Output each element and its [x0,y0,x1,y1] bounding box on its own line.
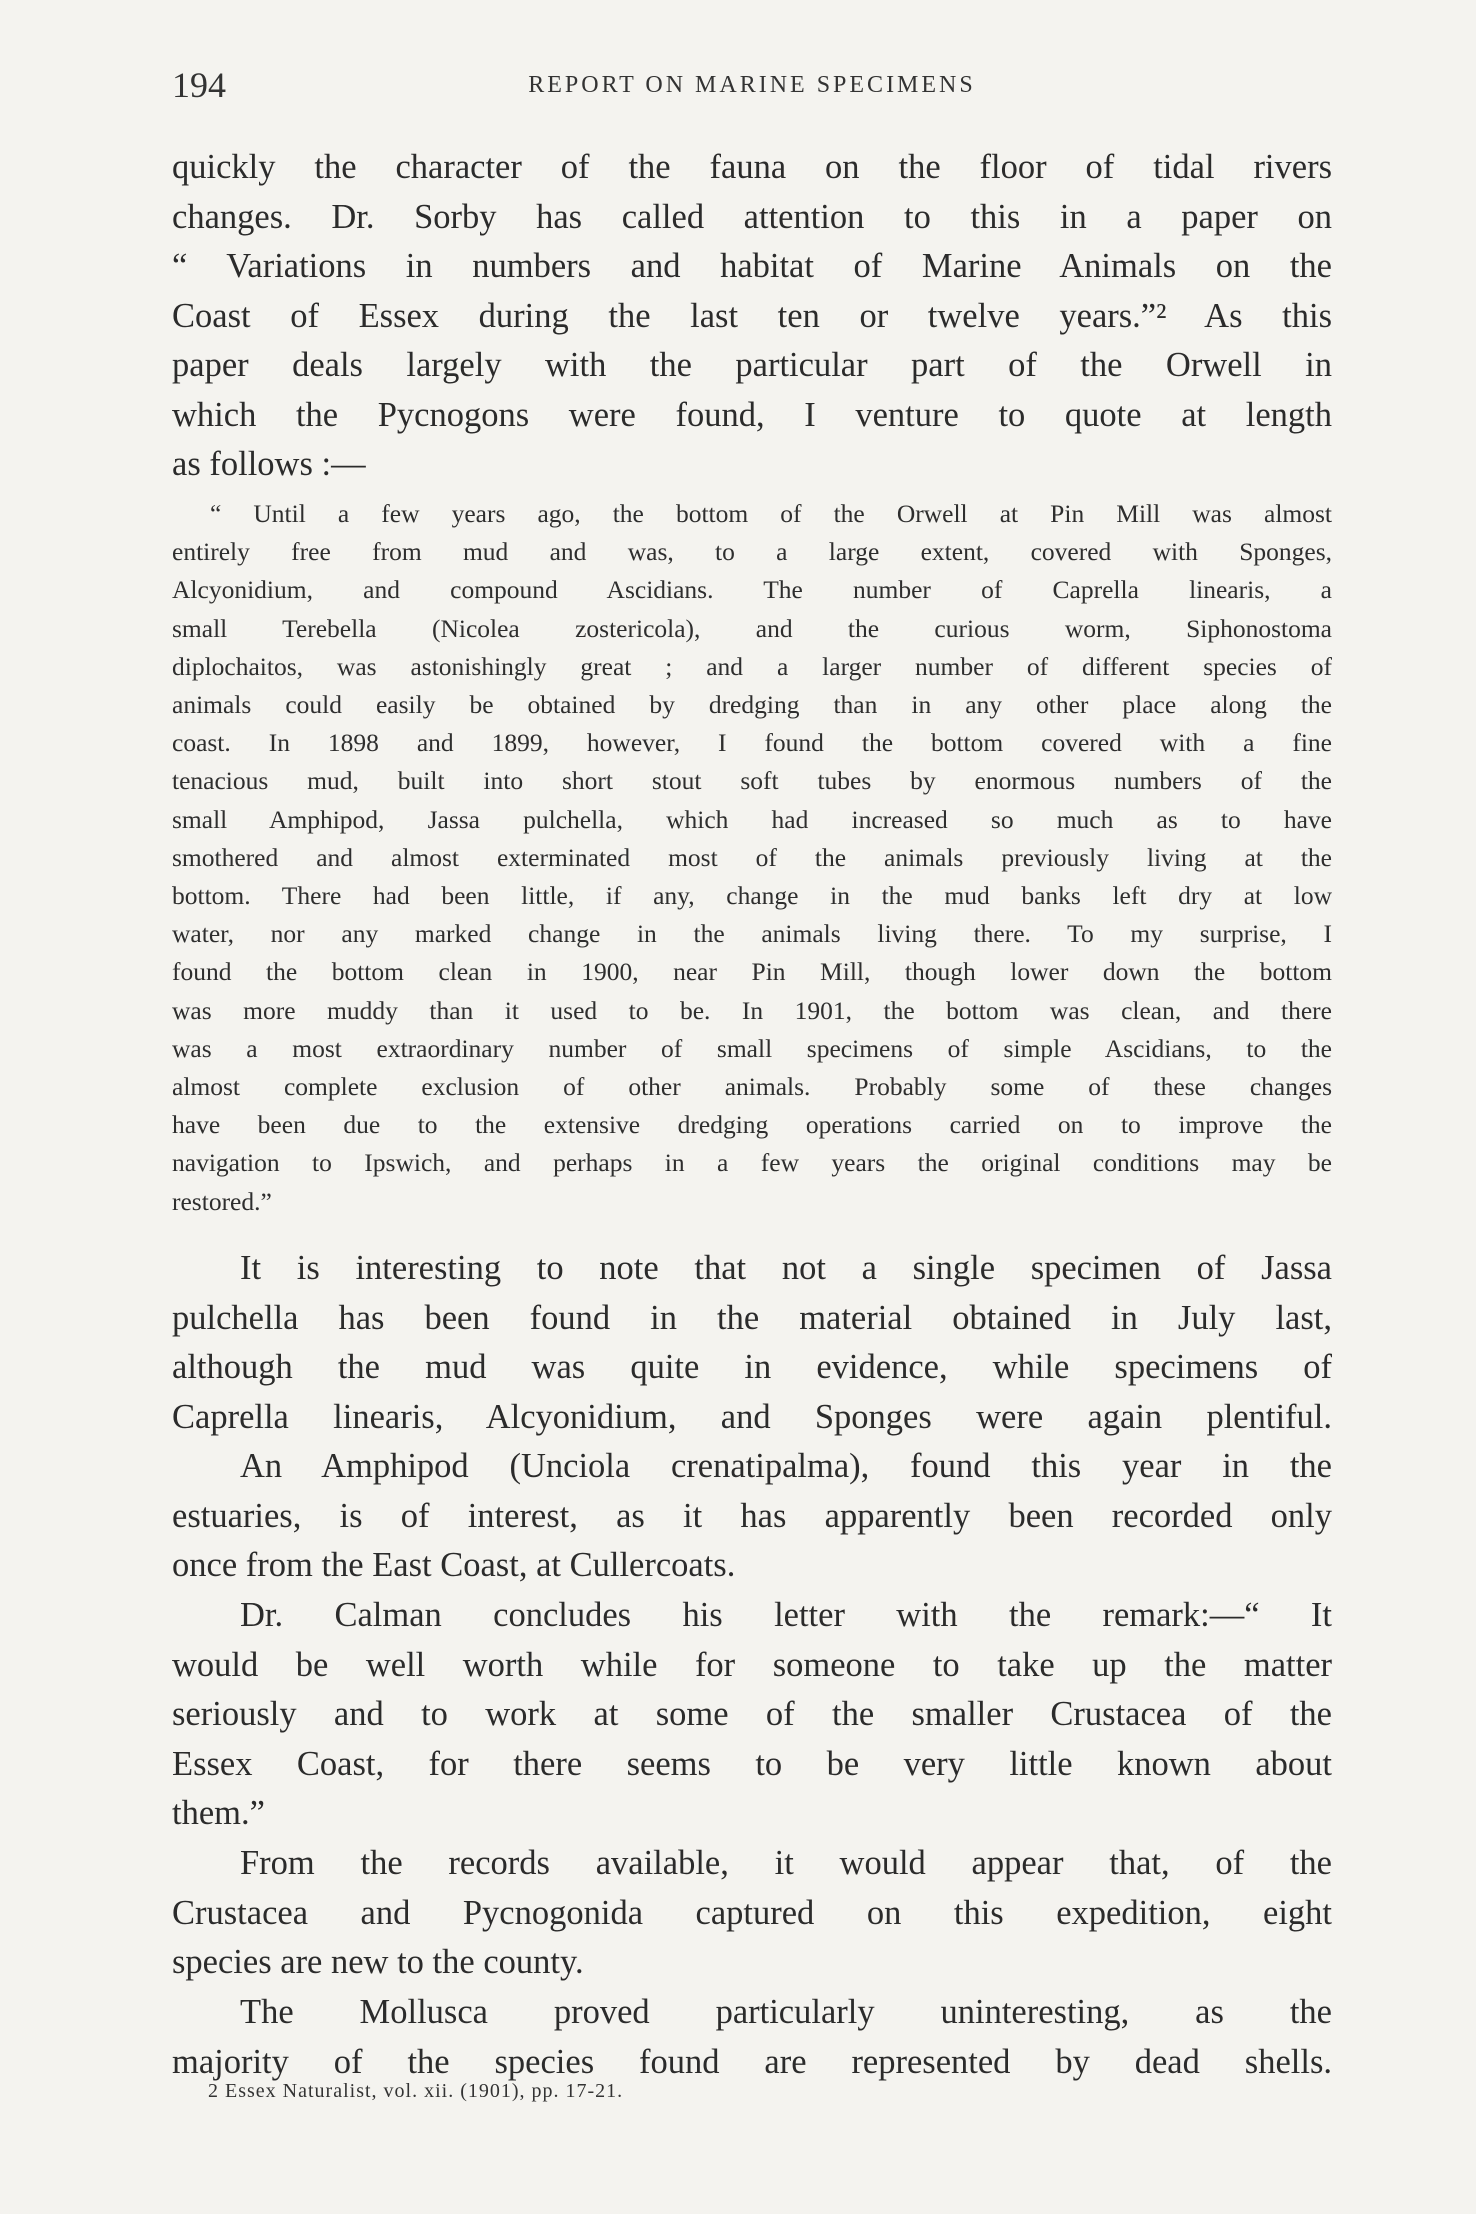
text-line: The Mollusca proved particularly uninteresting, as the [240,1993,1332,2031]
text-line: majority of the species found are represented by dead shells. [172,2042,1332,2081]
paragraph-4 [172,1591,1332,1839]
text-line: paper deals largely with the particular part of the Orwell in [172,346,1332,384]
running-head [172,64,1332,114]
text-line: changes. Dr. Sorby has called attention to this in a paper on [172,197,1332,236]
paragraph-5 [172,1839,1332,1988]
quote-line: coast. In 1898 and 1899, however, I found the bottom covered with a fine [172,728,1332,758]
text-line: Dr. Calman concludes his letter with the remark:—“ It [240,1596,1332,1634]
text-line: An Amphipod (Unciola crenatipalma), found this year in the [240,1447,1332,1485]
text-line: although the mud was quite in evidence, while specimens of [172,1348,1332,1386]
text-line: “ Variations in numbers and habitat of Marine Animals on the [172,247,1332,285]
quote-line: bottom. There had been little, if any, change in the mud banks left dry at low [172,881,1332,911]
paragraph-2 [172,1244,1332,1442]
text-line: Essex Coast, for there seems to be very little known about [172,1744,1332,1783]
quote-line: small Amphipod, Jassa pulchella, which had increased so much as to have [172,804,1332,834]
text-line: From the records available, it would appear that, of the [240,1844,1332,1882]
text-line: species are new to the county. [172,1943,584,1981]
quote-line: navigation to Ipswich, and perhaps in a few years the original conditions may be [172,1148,1332,1178]
text-line: once from the East Coast, at Cullercoats. [172,1546,736,1584]
quote-line: “ Until a few years ago, the bottom of the Orwell at Pin Mill was almost [210,499,1332,528]
text-line: which the Pycnogons were found, I venture to quote at length [172,395,1332,434]
text-line: them.” [172,1794,265,1832]
quote-line: was more muddy than it used to be. In 1901, the bottom was clean, and there [172,995,1332,1025]
quote-line: tenacious mud, built into short stout soft tubes by enormous numbers of the [172,766,1332,796]
text-line: pulchella has been found in the material obtained in July last, [172,1298,1332,1337]
text-line: It is interesting to note that not a single specimen of Jassa [240,1249,1332,1287]
quote-line: water, nor any marked change in the animals living there. To my surprise, I [172,919,1332,949]
quote-line: restored.” [172,1186,272,1216]
page-number: 194 [172,65,226,105]
quote-line: smothered and almost exterminated most of the animals previously living at the [172,842,1332,872]
quote-line: Alcyonidium, and compound Ascidians. The number of Caprella linearis, a [172,575,1332,605]
text-line: as follows :— [172,445,366,483]
text-line: Caprella linearis, Alcyonidium, and Sponges were again plentiful. [172,1397,1332,1436]
paragraph-3 [172,1442,1332,1591]
quote-line: have been due to the extensive dredging operations carried on to improve the [172,1110,1332,1140]
quote-line: diplochaitos, was astonishingly great ; and a larger number of different species of [172,651,1332,681]
footnote: 2 Essex Naturalist, vol. xii. (1901), pp. 17-21. [208,2080,624,2102]
text-line: seriously and to work at some of the smaller Crustacea of the [172,1695,1332,1733]
quote-line: found the bottom clean in 1900, near Pin Mill, though lower down the bottom [172,957,1332,987]
text-line: would be well worth while for someone to take up the matter [172,1645,1332,1684]
text-line: quickly the character of the fauna on the floor of tidal rivers [172,148,1332,186]
paragraph-6 [172,1988,1332,2087]
quote-line: small Terebella (Nicolea zostericola), and the curious worm, Siphonostoma [172,613,1332,643]
quote-line: was a most extraordinary number of small specimens of simple Ascidians, to the [172,1033,1332,1063]
text-line: Coast of Essex during the last ten or twelve years.”² As this [172,296,1332,335]
quote-line: animals could easily be obtained by dredging than in any other place along the [172,690,1332,720]
quote-line: almost complete exclusion of other animals. Probably some of these changes [172,1072,1332,1102]
text-line: estuaries, is of interest, as it has apparently been recorded only [172,1496,1332,1535]
paragraph-1 [172,143,1332,490]
block-quotation [172,495,1332,1221]
quote-line: entirely free from mud and was, to a large extent, covered with Sponges, [172,537,1332,567]
text-line: Crustacea and Pycnogonida captured on this expedition, eight [172,1893,1332,1932]
running-title: REPORT ON MARINE SPECIMENS [528,72,976,98]
